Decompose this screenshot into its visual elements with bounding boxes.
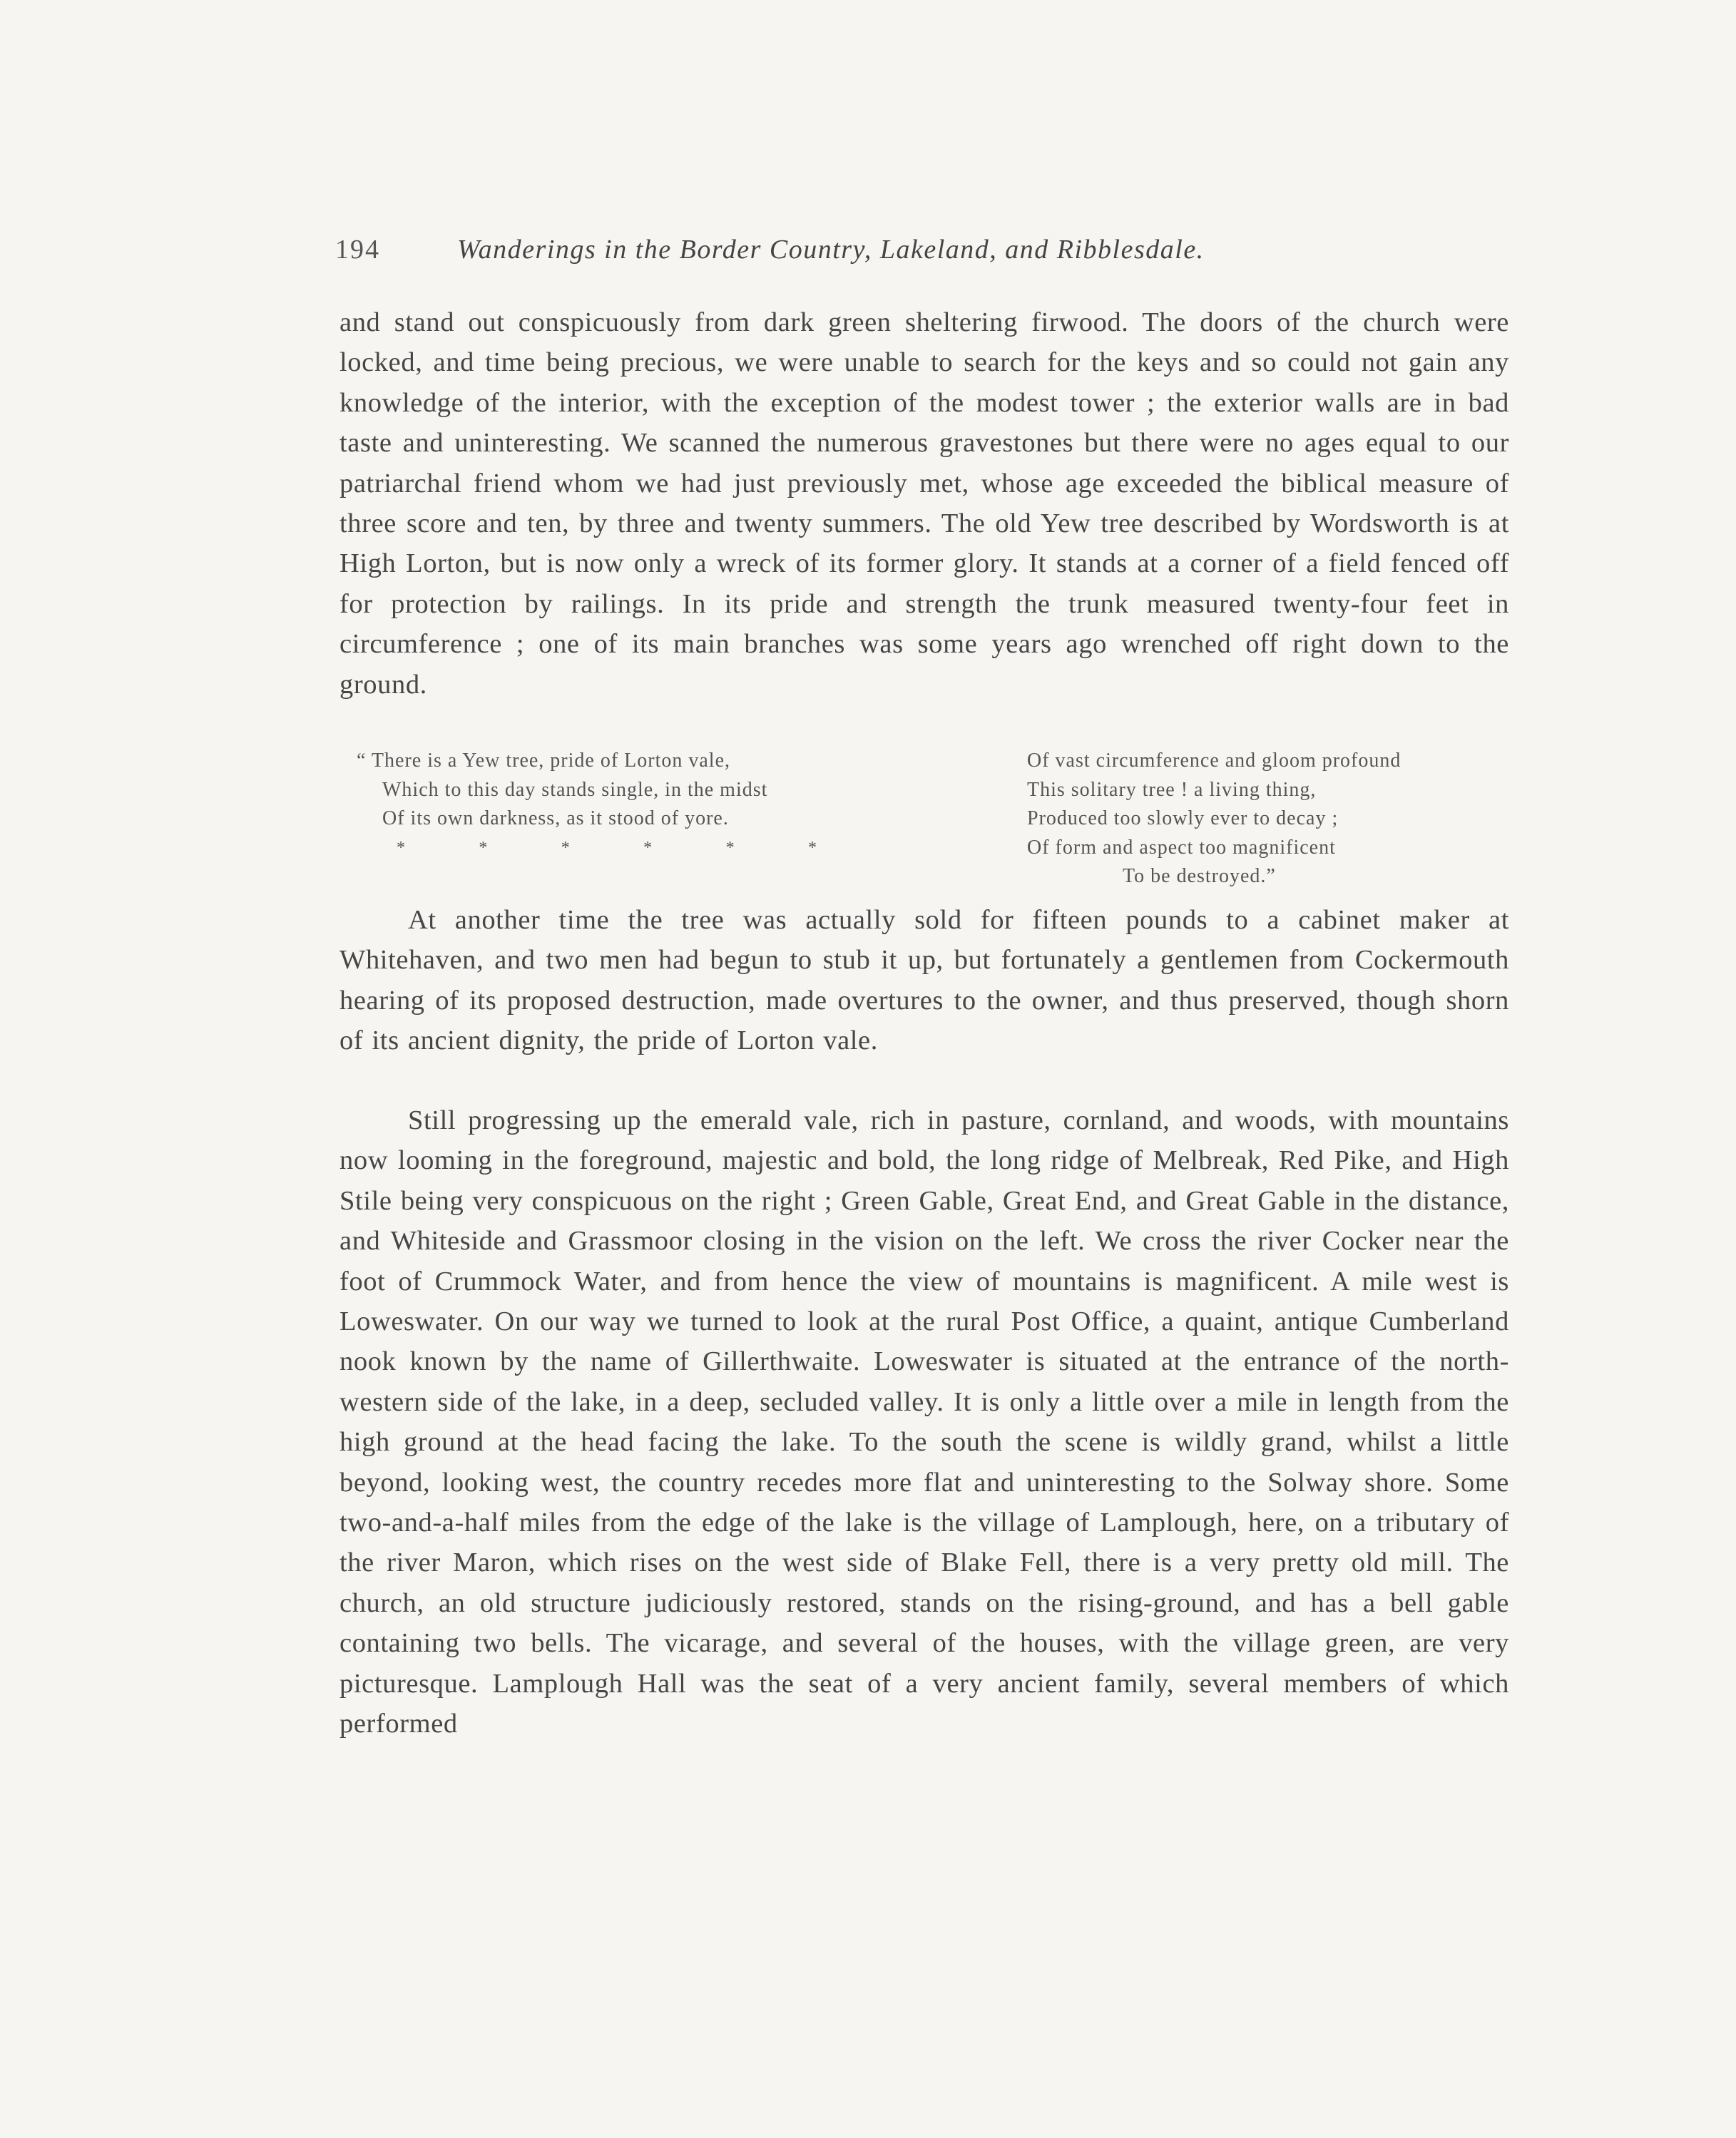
- poem-line: Of vast circumference and gloom profound: [1027, 750, 1401, 772]
- poem-line: This solitary tree ! a living thing,: [1027, 778, 1317, 801]
- body-paragraph-2: At another time the tree was actually sold for fifteen pounds to a cabinet maker at Whitehaven, and two men had begun to stub it up, but fortunately a gentlemen from Cockermouth hearing of its proposed destruction, made overtures to the owner, and thus preserved, though shorn of its ancient dignity, the pride of Lorton vale.: [339, 905, 1509, 1056]
- body-paragraph-1: and stand out conspicuously from dark green sheltering firwood. The doors of the church were locked, and time being precious, we were unable to search for the keys and so could not gain any knowledge of the interior, with the exception of the modest tower ; the exterior walls are in bad taste and uninteresting. We scanned the numerous gravestones but there were no ages equal to our patriarchal friend whom we had just previously met, whose age exceeded the biblical measure of three score and ten, by three and twenty summers. The old Yew tree described by Wordsworth is at High Lorton, but is now only a wreck of its former glory. It stands at a corner of a field fenced off for protection by railings. In its pride and strength the trunk measured twenty-four feet in circumference ; one of its main branches was some years ago wrenched off right down to the ground.: [339, 307, 1509, 700]
- asterisk: *: [725, 838, 735, 857]
- poem-left-column: [357, 747, 899, 862]
- poem-quotation: [357, 747, 1498, 904]
- poem-ellipsis-asterisks: [357, 834, 817, 863]
- poem-line: Of form and aspect too magnificent: [1027, 836, 1336, 859]
- running-header: [335, 234, 1377, 277]
- poem-right-column: [1027, 747, 1498, 891]
- asterisk: *: [479, 838, 489, 857]
- asterisk: *: [397, 838, 406, 857]
- poem-line: Which to this day stands single, in the midst: [382, 778, 768, 801]
- body-paragraph-3: Still progressing up the emerald vale, rich in pasture, cornland, and woods, with mountains now looming in the foreground, majestic and bold, the long ridge of Melbreak, Red Pike, and High Stile being very conspicuous on the right ; Green Gable, Great End, and Great Gable in the distance, and Whiteside and Grassmoor closing in the vision on the left. We cross the river Cocker near the foot of Crummock Water, and from hence the view of mountains is magnificent. A mile west is Loweswater. On our way we turned to look at the rural Post Office, a quaint, antique Cumberland nook known by the name of Gillerthwaite. Loweswater is situated at the entrance of the north-western side of the lake, in a deep, secluded valley. It is only a little over a mile in length from the high ground at the head facing the lake. To the south the scene is wildly grand, whilst a little beyond, looking west, the country recedes more flat and uninteresting to the Solway shore. Some two-and-a-half miles from the edge of the lake is the village of Lamplough, here, on a tributary of the river Maron, which rises on the west side of Blake Fell, there is a very pretty old mill. The church, an old structure judiciously restored, stands on the rising-ground, and has a bell gable containing two bells. The vicarage, and several of the houses, with the village green, are very picturesque. Lamplough Hall was the seat of a very ancient family, several members of which performed: [339, 1105, 1509, 1739]
- poem-line: Produced too slowly ever to decay ;: [1027, 807, 1339, 829]
- page-number: 194: [335, 235, 380, 265]
- asterisk: *: [643, 838, 653, 857]
- asterisk: *: [561, 838, 571, 857]
- running-title: Wanderings in the Border Country, Lakeland, and Ribblesdale.: [457, 235, 1205, 265]
- poem-line: To be destroyed.”: [1123, 865, 1276, 887]
- poem-line: Of its own darkness, as it stood of yore.: [382, 807, 729, 829]
- asterisk: *: [807, 838, 817, 857]
- poem-line: “ There is a Yew tree, pride of Lorton vale,: [357, 750, 730, 772]
